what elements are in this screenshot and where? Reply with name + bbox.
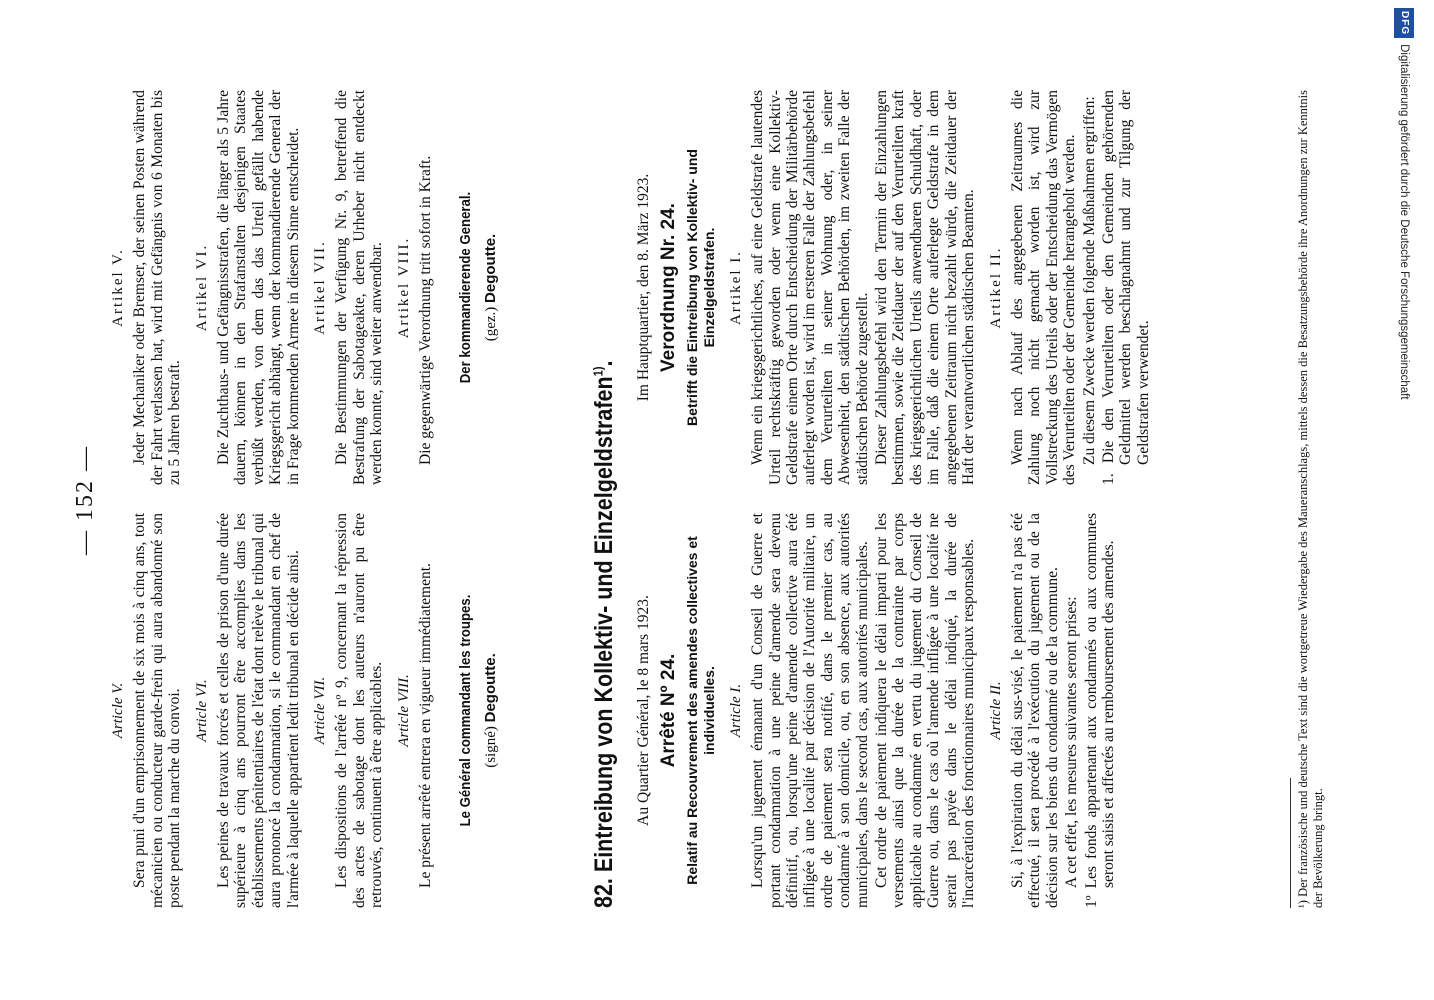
article-heading: Article VIII. xyxy=(395,674,412,747)
article-text: Die Zuchthaus- und Gefängnisstrafen, die länger als 5 Jahre dauern, können in den Strafanstalten desjenigen Staates verbüßt werden, von dem das das Urteil gefällt habende Kriegsgericht abhängt, wenn der kommandierende General der in Frage kommenden Armee in diesem Sinne entscheidet. xyxy=(215,90,302,485)
signature-line xyxy=(482,90,500,485)
digitization-credit-text: Digitalisierung gefördert durch die Deutsche Forschungsgemeinschaft xyxy=(1398,44,1410,400)
german-column-upper xyxy=(100,90,500,485)
digitization-credit xyxy=(1386,8,1422,968)
article-text: Die gegenwärtige Verordnung tritt sofort in Kraft. xyxy=(417,155,435,465)
article-heading: Artikel VII. xyxy=(312,240,329,335)
list-item: 1. Die den Verurteilten oder den Gemeinden gehörenden Geldmittel werden beschlagnahmt und zur Tilgung der Geldstrafen verwendet. xyxy=(1099,90,1152,485)
article-heading: Article I. xyxy=(727,683,744,738)
signature-prefix: (signé) xyxy=(482,726,499,768)
french-column-upper xyxy=(100,513,500,908)
article-text: Zu diesem Zwecke werden folgende Maßnahmen ergriffen: xyxy=(1080,96,1098,465)
signature-title: Le Général commandant les troupes. xyxy=(456,594,474,827)
article-text: Le présent arrêté entrera en vigueur immédiatement. xyxy=(417,563,435,888)
article-text: Dieser Zahlungsbefehl wird den Termin der Einzahlungen bestimmen, sowie die Zeitdauer der auf den Verurteilten kraft des kriegsgerichtlichen Urteils anwendbaren Schuldhaft, oder im Falle, daß die einem Orte auferlegte Geldstrafe in dem angegebenen Zeitraum nicht bezahlt würde, die Zeitdauer der Haft der verantwortlichen städtischen Beamten. xyxy=(873,90,978,485)
section-title: 82. Eintreibung von Kollektiv- und Einzelgeldstrafen$^{1)}$. xyxy=(590,360,618,908)
dateline: Im Hauptquartier, den 8. März 1923. xyxy=(635,173,652,402)
decree-subject: Betrifft die Eintreibung von Kollektiv- und Einzelgeldstrafen. xyxy=(683,149,717,426)
article-text: Wenn ein kriegsgerichtliches, auf eine Geldstrafe lautendes Urteil rechtskräftig geworden oder wenn eine Kollektiv-Geldstrafe einem Orte durch Entscheidung der Militärbehörde auferlegt worden ist, wird im ersteren Falle der Zahlungsbefehl dem Verurteilten in seiner Wohnung oder, in seiner Abwesenheit, den städtischen Behörden, im zweiten Falle der städtischen Behörde zugestellt. xyxy=(749,90,871,485)
page-number: — 152 — xyxy=(72,445,98,555)
dateline: Au Quartier Général, le 8 mars 1923. xyxy=(635,595,652,826)
article-text: Wenn nach Ablauf des angegebenen Zeitraumes die Zahlung noch nicht gemacht worden ist, wird zur Vollstreckung des Urteils oder der Entscheidung das Vermögen des Verurteilten oder der Gemeinde herangeholt werden. xyxy=(1008,90,1079,485)
article-heading: Artikel VIII. xyxy=(395,236,412,339)
article-heading: Artikel VI. xyxy=(193,243,210,332)
footnote-divider xyxy=(1290,778,1291,908)
article-text: Sera puni d'un emprisonnement de six mois à cinq ans, tout mécanicien ou conducteur garde-frein qui aura abandonné son poste pendant la marche du convoi. xyxy=(131,513,184,908)
article-heading: Article V. xyxy=(110,682,126,739)
article-text: Die Bestimmungen der Verfügung Nr. 9, betreffend die Bestrafung der Sabotageakte, deren Urheber nicht entdeckt werden konnte, sind weiter anwendbar. xyxy=(333,90,386,485)
signature-title: Der kommandierende General. xyxy=(456,191,474,384)
article-text: Jeder Mechaniker oder Bremser, der seinen Posten während der Fahrt verlassen hat, wird mit Gefängnis von 6 Monaten bis zu 5 Jahren bestraft. xyxy=(131,90,184,485)
article-heading: Artikel II. xyxy=(987,246,1004,329)
article-text: Les peines de travaux forcés et celles de prison d'une durée supérieure à cinq ans pourront être accomplies dans les établissements pénitentiaires de l'état dont relève le tribunal qui aura prononcé la condamnation, si le commandant en chef de l'armée à laquelle appartient ledit tribunal en décide ainsi. xyxy=(215,513,302,908)
footnote-marker: 1) xyxy=(590,366,606,377)
decree-number: Arrêté Nº 24. xyxy=(658,653,680,768)
signature-name: Degoutte. xyxy=(481,653,499,723)
signature-name: Degoutte. xyxy=(481,233,499,303)
digitization-sidebar xyxy=(1398,0,1434,1000)
dfg-logo: DFG xyxy=(1394,8,1414,38)
decree-number: Verordnung Nr. 24. xyxy=(658,203,680,372)
signature-line xyxy=(482,513,500,908)
article-heading: Article VII. xyxy=(312,676,329,745)
article-text: Lorsqu'un jugement émanant d'un Conseil de Guerre et portant condamnation à une peine d'amende sera devenu définitif, ou, lorsqu'une peine d'amende collective aura été infligée à une localité par décision de l'Autorité militaire, un ordre de paiement sera notifié, dans le premier cas, au condamné à son domicile, ou, en son absence, aux autorités municipales, dans le second cas, aux autorités municipales. xyxy=(749,513,871,908)
section-title-text: 82. Eintreibung von Kollektiv- und Einzelgeldstrafen xyxy=(590,376,618,908)
article-heading: Article II. xyxy=(987,681,1004,740)
article-text: A cet effet, les mesures suivantes seront prises: xyxy=(1063,596,1081,888)
article-heading: Artikel V. xyxy=(110,248,126,327)
article-text: Cet ordre de paiement indiquera le délai imparti pour les versements ainsi que la durée de la contrainte par corps applicable au condamné en vertu du jugement du Conseil de Guerre ou, dans le cas où l'amende infligée à une localité ne serait pas payée dans le délai indiqué, la durée de l'incarcération des fonctionnaires municipaux responsables. xyxy=(873,513,978,908)
list-item: 1º Les fonds appartenant aux condamnés ou aux communes seront saisis et affectés au remboursement des amendes. xyxy=(1082,513,1117,908)
article-heading: Article VI. xyxy=(193,679,210,742)
french-column-lower xyxy=(635,513,1119,908)
article-text: Les dispositions de l'arrêté nº 9, concernant la répression des actes de sabotage dont les auteurs n'auront pu être retrouvés, continuent à être applicables. xyxy=(333,513,386,908)
footnote: ¹) Der französische und deutsche Text sind die wortgetreue Wiedergabe des Maueranschlags, mittels dessen die Besatzungsbehörde ihre Anordnungen zur Kenntnis der Bevölkerung bringt. xyxy=(1296,90,1325,908)
article-heading: Artikel I. xyxy=(727,250,744,325)
german-column-lower xyxy=(635,90,1154,485)
signature-prefix: (gez.) xyxy=(482,306,499,342)
decree-subject: Relatif au Recouvrement des amendes collectives et individuelles. xyxy=(683,536,717,885)
article-text: Si, à l'expiration du délai sus-visé, le paiement n'a pas été effectué, il sera procédé à l'exécution du jugement ou de la décision sur les biens du condamné ou de la commune. xyxy=(1008,513,1061,908)
